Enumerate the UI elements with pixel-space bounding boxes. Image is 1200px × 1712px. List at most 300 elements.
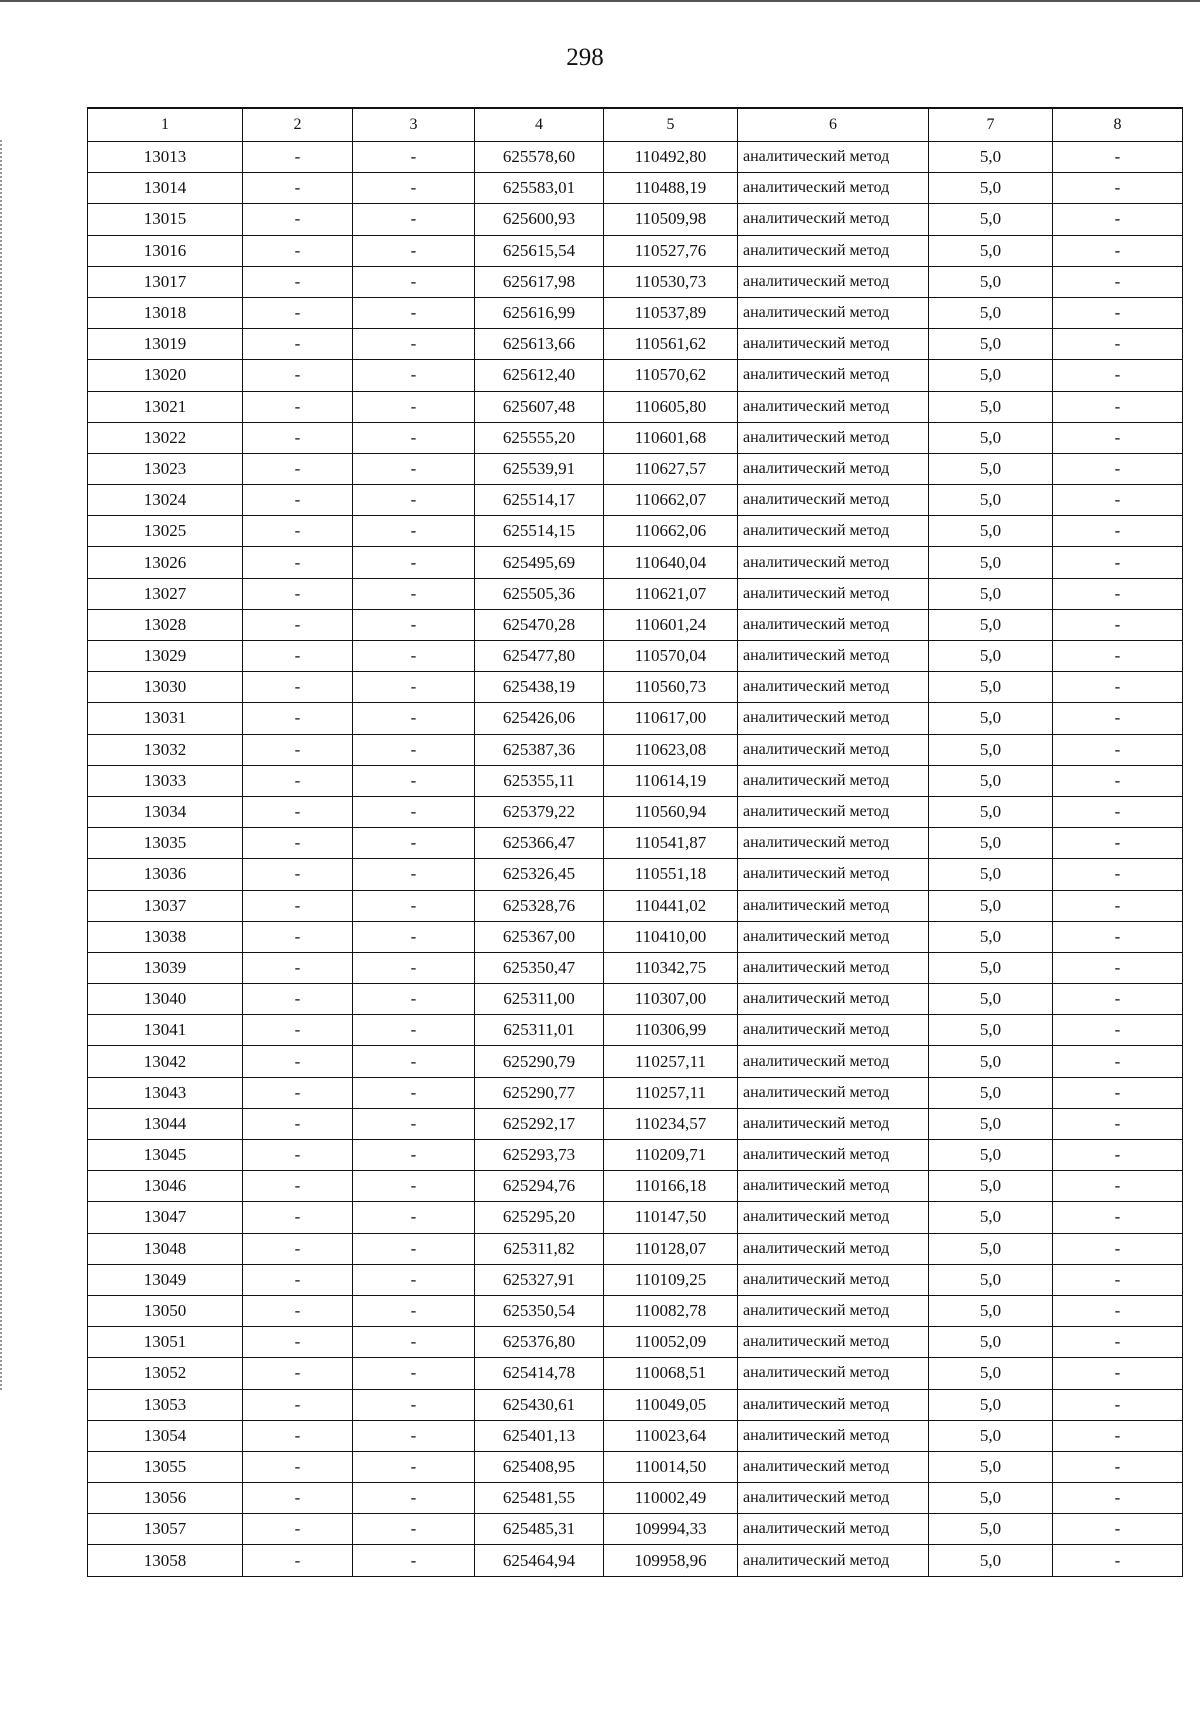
cell-col-3: - bbox=[353, 329, 475, 360]
cell-coord-y: 110601,68 bbox=[604, 422, 738, 453]
cell-point-number: 13037 bbox=[88, 890, 243, 921]
cell-col-8: - bbox=[1053, 765, 1183, 796]
cell-col-3: - bbox=[353, 391, 475, 422]
cell-col-3: - bbox=[353, 516, 475, 547]
cell-accuracy: 5,0 bbox=[929, 485, 1053, 516]
cell-col-3: - bbox=[353, 1420, 475, 1451]
table-row bbox=[88, 1295, 1183, 1326]
cell-accuracy: 5,0 bbox=[929, 204, 1053, 235]
cell-col-3: - bbox=[353, 952, 475, 983]
cell-accuracy: 5,0 bbox=[929, 890, 1053, 921]
cell-col-2: - bbox=[243, 1108, 353, 1139]
cell-col-3: - bbox=[353, 672, 475, 703]
cell-coord-x: 625539,91 bbox=[475, 453, 604, 484]
table-row bbox=[88, 765, 1183, 796]
cell-method: аналитический метод bbox=[738, 1077, 929, 1108]
cell-col-8: - bbox=[1053, 703, 1183, 734]
cell-col-2: - bbox=[243, 329, 353, 360]
cell-point-number: 13015 bbox=[88, 204, 243, 235]
cell-point-number: 13018 bbox=[88, 297, 243, 328]
cell-coord-x: 625617,98 bbox=[475, 266, 604, 297]
table-row bbox=[88, 297, 1183, 328]
cell-col-2: - bbox=[243, 1202, 353, 1233]
cell-col-8: - bbox=[1053, 890, 1183, 921]
cell-method: аналитический метод bbox=[738, 703, 929, 734]
cell-accuracy: 5,0 bbox=[929, 1202, 1053, 1233]
cell-col-2: - bbox=[243, 235, 353, 266]
cell-accuracy: 5,0 bbox=[929, 1077, 1053, 1108]
cell-coord-x: 625616,99 bbox=[475, 297, 604, 328]
cell-method: аналитический метод bbox=[738, 173, 929, 204]
cell-col-8: - bbox=[1053, 329, 1183, 360]
table-row bbox=[88, 921, 1183, 952]
cell-point-number: 13031 bbox=[88, 703, 243, 734]
cell-col-3: - bbox=[353, 1077, 475, 1108]
cell-col-3: - bbox=[353, 703, 475, 734]
table-row bbox=[88, 547, 1183, 578]
table-row bbox=[88, 1358, 1183, 1389]
cell-accuracy: 5,0 bbox=[929, 1389, 1053, 1420]
cell-coord-x: 625607,48 bbox=[475, 391, 604, 422]
cell-accuracy: 5,0 bbox=[929, 329, 1053, 360]
cell-point-number: 13036 bbox=[88, 859, 243, 890]
cell-method: аналитический метод bbox=[738, 609, 929, 640]
cell-accuracy: 5,0 bbox=[929, 235, 1053, 266]
table-row bbox=[88, 1327, 1183, 1358]
cell-point-number: 13057 bbox=[88, 1514, 243, 1545]
cell-col-2: - bbox=[243, 1077, 353, 1108]
cell-coord-y: 110307,00 bbox=[604, 984, 738, 1015]
cell-accuracy: 5,0 bbox=[929, 516, 1053, 547]
cell-coord-x: 625414,78 bbox=[475, 1358, 604, 1389]
cell-accuracy: 5,0 bbox=[929, 1451, 1053, 1482]
top-border-line bbox=[0, 0, 1200, 2]
cell-method: аналитический метод bbox=[738, 204, 929, 235]
cell-coord-x: 625367,00 bbox=[475, 921, 604, 952]
cell-col-2: - bbox=[243, 1389, 353, 1420]
cell-col-2: - bbox=[243, 984, 353, 1015]
cell-coord-y: 110209,71 bbox=[604, 1140, 738, 1171]
table-row bbox=[88, 828, 1183, 859]
cell-method: аналитический метод bbox=[738, 1327, 929, 1358]
cell-method: аналитический метод bbox=[738, 1295, 929, 1326]
cell-accuracy: 5,0 bbox=[929, 641, 1053, 672]
cell-col-3: - bbox=[353, 297, 475, 328]
cell-col-8: - bbox=[1053, 734, 1183, 765]
cell-point-number: 13016 bbox=[88, 235, 243, 266]
cell-col-3: - bbox=[353, 1327, 475, 1358]
table-row bbox=[88, 204, 1183, 235]
cell-accuracy: 5,0 bbox=[929, 921, 1053, 952]
cell-col-2: - bbox=[243, 796, 353, 827]
table-row bbox=[88, 1483, 1183, 1514]
cell-col-3: - bbox=[353, 609, 475, 640]
cell-col-8: - bbox=[1053, 360, 1183, 391]
cell-col-2: - bbox=[243, 266, 353, 297]
cell-coord-x: 625376,80 bbox=[475, 1327, 604, 1358]
table-row bbox=[88, 516, 1183, 547]
cell-point-number: 13046 bbox=[88, 1171, 243, 1202]
cell-col-8: - bbox=[1053, 1108, 1183, 1139]
cell-col-8: - bbox=[1053, 952, 1183, 983]
cell-coord-y: 110527,76 bbox=[604, 235, 738, 266]
cell-col-8: - bbox=[1053, 1171, 1183, 1202]
cell-col-8: - bbox=[1053, 1358, 1183, 1389]
cell-coord-x: 625355,11 bbox=[475, 765, 604, 796]
cell-method: аналитический метод bbox=[738, 547, 929, 578]
table-row bbox=[88, 1420, 1183, 1451]
cell-accuracy: 5,0 bbox=[929, 1108, 1053, 1139]
cell-accuracy: 5,0 bbox=[929, 1358, 1053, 1389]
cell-col-2: - bbox=[243, 641, 353, 672]
cell-col-3: - bbox=[353, 1545, 475, 1576]
cell-coord-x: 625295,20 bbox=[475, 1202, 604, 1233]
cell-point-number: 13013 bbox=[88, 142, 243, 173]
cell-coord-x: 625495,69 bbox=[475, 547, 604, 578]
cell-coord-x: 625470,28 bbox=[475, 609, 604, 640]
cell-col-3: - bbox=[353, 828, 475, 859]
cell-coord-x: 625293,73 bbox=[475, 1140, 604, 1171]
cell-col-8: - bbox=[1053, 547, 1183, 578]
cell-col-8: - bbox=[1053, 1046, 1183, 1077]
cell-col-3: - bbox=[353, 641, 475, 672]
cell-coord-y: 110002,49 bbox=[604, 1483, 738, 1514]
cell-accuracy: 5,0 bbox=[929, 703, 1053, 734]
cell-col-2: - bbox=[243, 1046, 353, 1077]
cell-coord-y: 110530,73 bbox=[604, 266, 738, 297]
cell-coord-x: 625326,45 bbox=[475, 859, 604, 890]
cell-method: аналитический метод bbox=[738, 1108, 929, 1139]
cell-col-2: - bbox=[243, 485, 353, 516]
cell-point-number: 13038 bbox=[88, 921, 243, 952]
cell-col-2: - bbox=[243, 516, 353, 547]
cell-col-8: - bbox=[1053, 266, 1183, 297]
cell-col-8: - bbox=[1053, 921, 1183, 952]
cell-point-number: 13026 bbox=[88, 547, 243, 578]
cell-accuracy: 5,0 bbox=[929, 609, 1053, 640]
cell-col-8: - bbox=[1053, 1140, 1183, 1171]
table-row bbox=[88, 703, 1183, 734]
cell-col-8: - bbox=[1053, 1514, 1183, 1545]
cell-col-8: - bbox=[1053, 1295, 1183, 1326]
cell-col-2: - bbox=[243, 1420, 353, 1451]
table-row bbox=[88, 1171, 1183, 1202]
table-row bbox=[88, 1046, 1183, 1077]
cell-point-number: 13025 bbox=[88, 516, 243, 547]
cell-coord-x: 625290,79 bbox=[475, 1046, 604, 1077]
cell-col-8: - bbox=[1053, 516, 1183, 547]
column-header: 3 bbox=[353, 108, 475, 142]
cell-point-number: 13054 bbox=[88, 1420, 243, 1451]
scan-margin-marks bbox=[0, 140, 5, 1390]
cell-coord-y: 110082,78 bbox=[604, 1295, 738, 1326]
cell-col-2: - bbox=[243, 453, 353, 484]
cell-method: аналитический метод bbox=[738, 329, 929, 360]
cell-method: аналитический метод bbox=[738, 142, 929, 173]
cell-coord-y: 110560,73 bbox=[604, 672, 738, 703]
cell-coord-x: 625555,20 bbox=[475, 422, 604, 453]
table-row bbox=[88, 1202, 1183, 1233]
cell-col-2: - bbox=[243, 1451, 353, 1482]
cell-point-number: 13045 bbox=[88, 1140, 243, 1171]
cell-col-2: - bbox=[243, 1545, 353, 1576]
cell-col-8: - bbox=[1053, 1451, 1183, 1482]
cell-col-3: - bbox=[353, 173, 475, 204]
cell-coord-x: 625379,22 bbox=[475, 796, 604, 827]
cell-col-8: - bbox=[1053, 1015, 1183, 1046]
table-row bbox=[88, 859, 1183, 890]
cell-accuracy: 5,0 bbox=[929, 1483, 1053, 1514]
cell-coord-x: 625294,76 bbox=[475, 1171, 604, 1202]
cell-coord-x: 625366,47 bbox=[475, 828, 604, 859]
table-row bbox=[88, 422, 1183, 453]
cell-coord-y: 110488,19 bbox=[604, 173, 738, 204]
cell-method: аналитический метод bbox=[738, 1514, 929, 1545]
cell-col-2: - bbox=[243, 142, 353, 173]
cell-coord-y: 110257,11 bbox=[604, 1046, 738, 1077]
cell-coord-x: 625426,06 bbox=[475, 703, 604, 734]
cell-col-2: - bbox=[243, 173, 353, 204]
cell-point-number: 13033 bbox=[88, 765, 243, 796]
cell-coord-x: 625387,36 bbox=[475, 734, 604, 765]
cell-coord-y: 109994,33 bbox=[604, 1514, 738, 1545]
cell-accuracy: 5,0 bbox=[929, 547, 1053, 578]
cell-coord-y: 110068,51 bbox=[604, 1358, 738, 1389]
column-header: 6 bbox=[738, 108, 929, 142]
cell-point-number: 13032 bbox=[88, 734, 243, 765]
cell-accuracy: 5,0 bbox=[929, 266, 1053, 297]
column-header: 5 bbox=[604, 108, 738, 142]
cell-coord-x: 625350,54 bbox=[475, 1295, 604, 1326]
cell-coord-y: 110541,87 bbox=[604, 828, 738, 859]
cell-point-number: 13019 bbox=[88, 329, 243, 360]
cell-point-number: 13042 bbox=[88, 1046, 243, 1077]
cell-col-8: - bbox=[1053, 641, 1183, 672]
cell-point-number: 13029 bbox=[88, 641, 243, 672]
cell-coord-x: 625615,54 bbox=[475, 235, 604, 266]
cell-coord-y: 110492,80 bbox=[604, 142, 738, 173]
cell-coord-y: 110109,25 bbox=[604, 1264, 738, 1295]
cell-coord-y: 110640,04 bbox=[604, 547, 738, 578]
table-row bbox=[88, 1451, 1183, 1482]
table-row bbox=[88, 984, 1183, 1015]
cell-coord-y: 110561,62 bbox=[604, 329, 738, 360]
cell-col-3: - bbox=[353, 1358, 475, 1389]
cell-accuracy: 5,0 bbox=[929, 360, 1053, 391]
table-row bbox=[88, 1545, 1183, 1576]
cell-accuracy: 5,0 bbox=[929, 859, 1053, 890]
column-header: 7 bbox=[929, 108, 1053, 142]
cell-method: аналитический метод bbox=[738, 984, 929, 1015]
table-row bbox=[88, 609, 1183, 640]
cell-accuracy: 5,0 bbox=[929, 1295, 1053, 1326]
cell-col-2: - bbox=[243, 204, 353, 235]
cell-accuracy: 5,0 bbox=[929, 672, 1053, 703]
cell-accuracy: 5,0 bbox=[929, 391, 1053, 422]
cell-coord-x: 625401,13 bbox=[475, 1420, 604, 1451]
cell-col-2: - bbox=[243, 921, 353, 952]
cell-point-number: 13028 bbox=[88, 609, 243, 640]
cell-point-number: 13024 bbox=[88, 485, 243, 516]
cell-col-2: - bbox=[243, 1264, 353, 1295]
cell-col-8: - bbox=[1053, 1389, 1183, 1420]
cell-col-3: - bbox=[353, 235, 475, 266]
cell-col-8: - bbox=[1053, 1202, 1183, 1233]
column-header: 8 bbox=[1053, 108, 1183, 142]
cell-coord-x: 625583,01 bbox=[475, 173, 604, 204]
cell-col-8: - bbox=[1053, 1483, 1183, 1514]
cell-accuracy: 5,0 bbox=[929, 142, 1053, 173]
cell-col-8: - bbox=[1053, 453, 1183, 484]
cell-col-8: - bbox=[1053, 1264, 1183, 1295]
cell-coord-x: 625505,36 bbox=[475, 578, 604, 609]
cell-method: аналитический метод bbox=[738, 921, 929, 952]
cell-method: аналитический метод bbox=[738, 672, 929, 703]
cell-col-3: - bbox=[353, 734, 475, 765]
cell-coord-y: 110537,89 bbox=[604, 297, 738, 328]
cell-accuracy: 5,0 bbox=[929, 1514, 1053, 1545]
cell-method: аналитический метод bbox=[738, 1264, 929, 1295]
cell-col-8: - bbox=[1053, 672, 1183, 703]
column-header: 4 bbox=[475, 108, 604, 142]
cell-coord-y: 110014,50 bbox=[604, 1451, 738, 1482]
cell-coord-y: 110662,07 bbox=[604, 485, 738, 516]
table-row bbox=[88, 734, 1183, 765]
cell-coord-y: 110147,50 bbox=[604, 1202, 738, 1233]
cell-point-number: 13027 bbox=[88, 578, 243, 609]
cell-accuracy: 5,0 bbox=[929, 765, 1053, 796]
cell-accuracy: 5,0 bbox=[929, 578, 1053, 609]
cell-col-8: - bbox=[1053, 859, 1183, 890]
cell-coord-x: 625311,00 bbox=[475, 984, 604, 1015]
cell-method: аналитический метод bbox=[738, 1483, 929, 1514]
cell-col-3: - bbox=[353, 1514, 475, 1545]
cell-col-2: - bbox=[243, 1140, 353, 1171]
cell-coord-y: 110342,75 bbox=[604, 952, 738, 983]
cell-col-8: - bbox=[1053, 609, 1183, 640]
table-row bbox=[88, 485, 1183, 516]
table-row bbox=[88, 1514, 1183, 1545]
cell-col-2: - bbox=[243, 360, 353, 391]
cell-coord-y: 110234,57 bbox=[604, 1108, 738, 1139]
cell-col-3: - bbox=[353, 859, 475, 890]
cell-col-3: - bbox=[353, 796, 475, 827]
table-row bbox=[88, 453, 1183, 484]
cell-coord-x: 625600,93 bbox=[475, 204, 604, 235]
table-row bbox=[88, 641, 1183, 672]
cell-point-number: 13056 bbox=[88, 1483, 243, 1514]
cell-accuracy: 5,0 bbox=[929, 1327, 1053, 1358]
cell-col-3: - bbox=[353, 1451, 475, 1482]
cell-accuracy: 5,0 bbox=[929, 1545, 1053, 1576]
cell-accuracy: 5,0 bbox=[929, 1171, 1053, 1202]
cell-col-3: - bbox=[353, 890, 475, 921]
cell-point-number: 13041 bbox=[88, 1015, 243, 1046]
cell-col-2: - bbox=[243, 703, 353, 734]
cell-col-8: - bbox=[1053, 1420, 1183, 1451]
cell-col-3: - bbox=[353, 485, 475, 516]
cell-point-number: 13050 bbox=[88, 1295, 243, 1326]
cell-point-number: 13014 bbox=[88, 173, 243, 204]
cell-coord-x: 625350,47 bbox=[475, 952, 604, 983]
cell-col-2: - bbox=[243, 1327, 353, 1358]
cell-col-3: - bbox=[353, 1046, 475, 1077]
cell-col-3: - bbox=[353, 921, 475, 952]
cell-col-3: - bbox=[353, 547, 475, 578]
cell-method: аналитический метод bbox=[738, 641, 929, 672]
cell-col-3: - bbox=[353, 1015, 475, 1046]
cell-method: аналитический метод bbox=[738, 734, 929, 765]
cell-col-2: - bbox=[243, 890, 353, 921]
table-row bbox=[88, 266, 1183, 297]
cell-point-number: 13053 bbox=[88, 1389, 243, 1420]
cell-point-number: 13020 bbox=[88, 360, 243, 391]
cell-col-3: - bbox=[353, 1295, 475, 1326]
cell-method: аналитический метод bbox=[738, 796, 929, 827]
table-row bbox=[88, 1389, 1183, 1420]
cell-col-8: - bbox=[1053, 204, 1183, 235]
cell-point-number: 13030 bbox=[88, 672, 243, 703]
cell-col-2: - bbox=[243, 1358, 353, 1389]
cell-accuracy: 5,0 bbox=[929, 984, 1053, 1015]
cell-col-2: - bbox=[243, 391, 353, 422]
cell-col-3: - bbox=[353, 142, 475, 173]
cell-col-3: - bbox=[353, 1171, 475, 1202]
cell-coord-y: 110052,09 bbox=[604, 1327, 738, 1358]
cell-col-8: - bbox=[1053, 422, 1183, 453]
cell-coord-y: 110128,07 bbox=[604, 1233, 738, 1264]
table-row bbox=[88, 360, 1183, 391]
cell-coord-y: 110049,05 bbox=[604, 1389, 738, 1420]
table-row bbox=[88, 1264, 1183, 1295]
cell-method: аналитический метод bbox=[738, 1046, 929, 1077]
cell-accuracy: 5,0 bbox=[929, 453, 1053, 484]
cell-coord-x: 625514,17 bbox=[475, 485, 604, 516]
cell-coord-y: 110605,80 bbox=[604, 391, 738, 422]
cell-coord-x: 625328,76 bbox=[475, 890, 604, 921]
table-row bbox=[88, 1015, 1183, 1046]
table-header-row bbox=[88, 108, 1183, 142]
cell-coord-y: 110614,19 bbox=[604, 765, 738, 796]
cell-col-8: - bbox=[1053, 142, 1183, 173]
cell-col-2: - bbox=[243, 1015, 353, 1046]
cell-col-3: - bbox=[353, 1483, 475, 1514]
cell-col-2: - bbox=[243, 952, 353, 983]
cell-col-3: - bbox=[353, 1233, 475, 1264]
cell-method: аналитический метод bbox=[738, 266, 929, 297]
table-row bbox=[88, 890, 1183, 921]
cell-col-8: - bbox=[1053, 578, 1183, 609]
cell-coord-y: 110257,11 bbox=[604, 1077, 738, 1108]
table-row bbox=[88, 1077, 1183, 1108]
cell-point-number: 13023 bbox=[88, 453, 243, 484]
cell-accuracy: 5,0 bbox=[929, 1140, 1053, 1171]
table-row bbox=[88, 142, 1183, 173]
table-row bbox=[88, 329, 1183, 360]
cell-col-8: - bbox=[1053, 1327, 1183, 1358]
coordinates-table bbox=[87, 107, 1183, 1577]
cell-method: аналитический метод bbox=[738, 360, 929, 391]
cell-col-3: - bbox=[353, 266, 475, 297]
cell-point-number: 13048 bbox=[88, 1233, 243, 1264]
cell-method: аналитический метод bbox=[738, 765, 929, 796]
cell-accuracy: 5,0 bbox=[929, 1233, 1053, 1264]
cell-coord-y: 110570,62 bbox=[604, 360, 738, 391]
cell-point-number: 13055 bbox=[88, 1451, 243, 1482]
cell-method: аналитический метод bbox=[738, 952, 929, 983]
cell-col-8: - bbox=[1053, 1545, 1183, 1576]
cell-method: аналитический метод bbox=[738, 485, 929, 516]
